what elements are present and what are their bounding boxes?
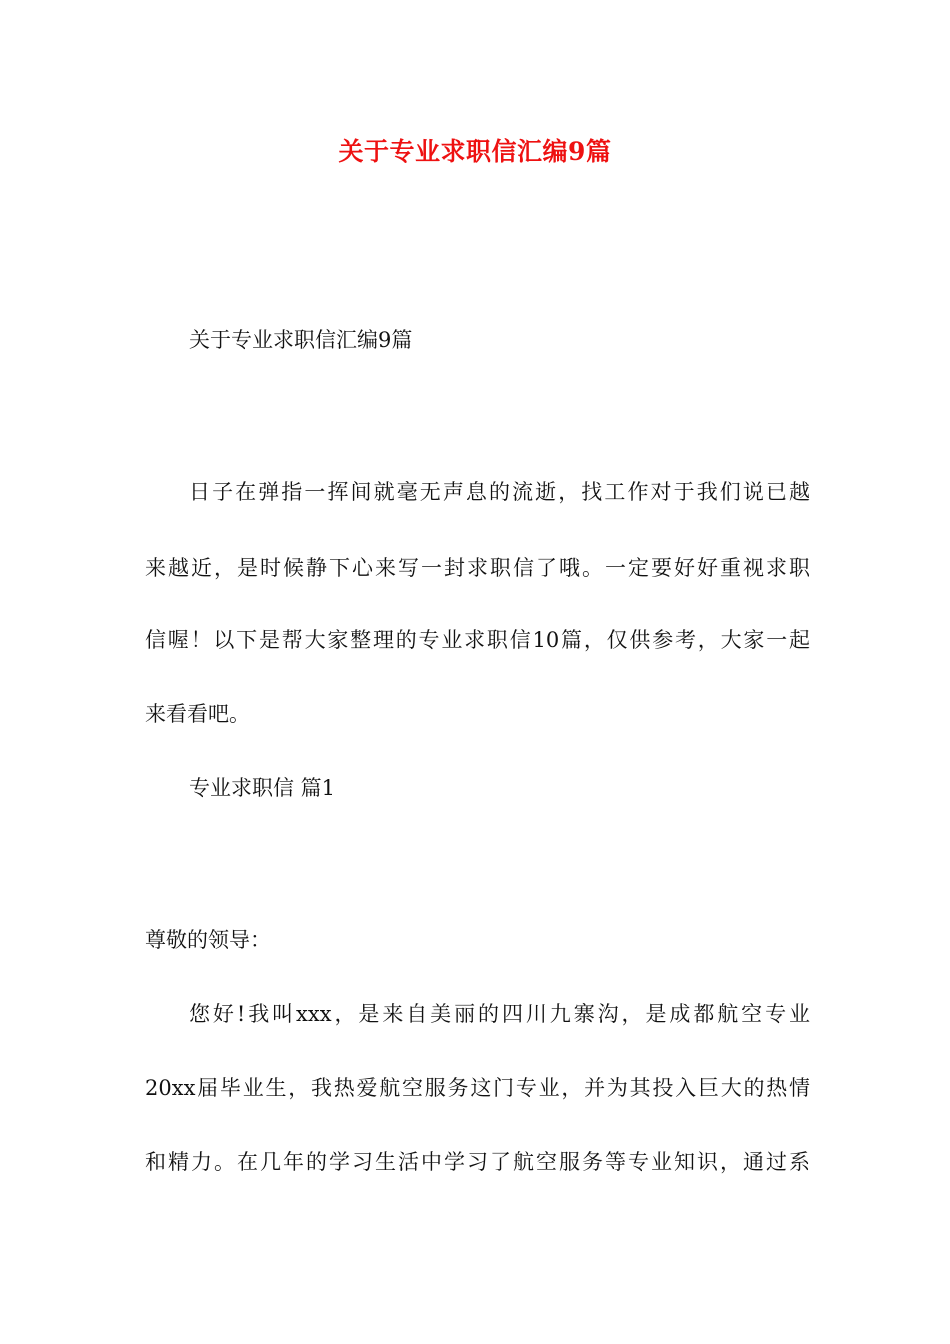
salutation: 尊敬的领导： [145, 928, 271, 952]
body-line-1: 您好!我叫xxx，是来自美丽的四川九寨沟，是成都航空专业 [189, 1002, 810, 1026]
section-heading: 专业求职信 篇1 [189, 776, 336, 800]
intro-line-3: 信喔！以下是帮大家整理的专业求职信10篇，仅供参考，大家一起 [145, 628, 810, 652]
intro-line-1: 日子在弹指一挥间就毫无声息的流逝，找工作对于我们说已越 [189, 480, 810, 504]
body-line-3: 和精力。在几年的学习生活中学习了航空服务等专业知识，通过系 [145, 1150, 810, 1174]
body-line-2: 20xx届毕业生，我热爱航空服务这门专业，并为其投入巨大的热情 [145, 1076, 810, 1100]
document-title: 关于专业求职信汇编9篇 [338, 137, 612, 166]
intro-line-4: 来看看吧。 [145, 702, 250, 726]
intro-line-2: 来越近，是时候静下心来写一封求职信了哦。一定要好好重视求职 [145, 556, 810, 580]
document-subtitle: 关于专业求职信汇编9篇 [189, 328, 413, 352]
